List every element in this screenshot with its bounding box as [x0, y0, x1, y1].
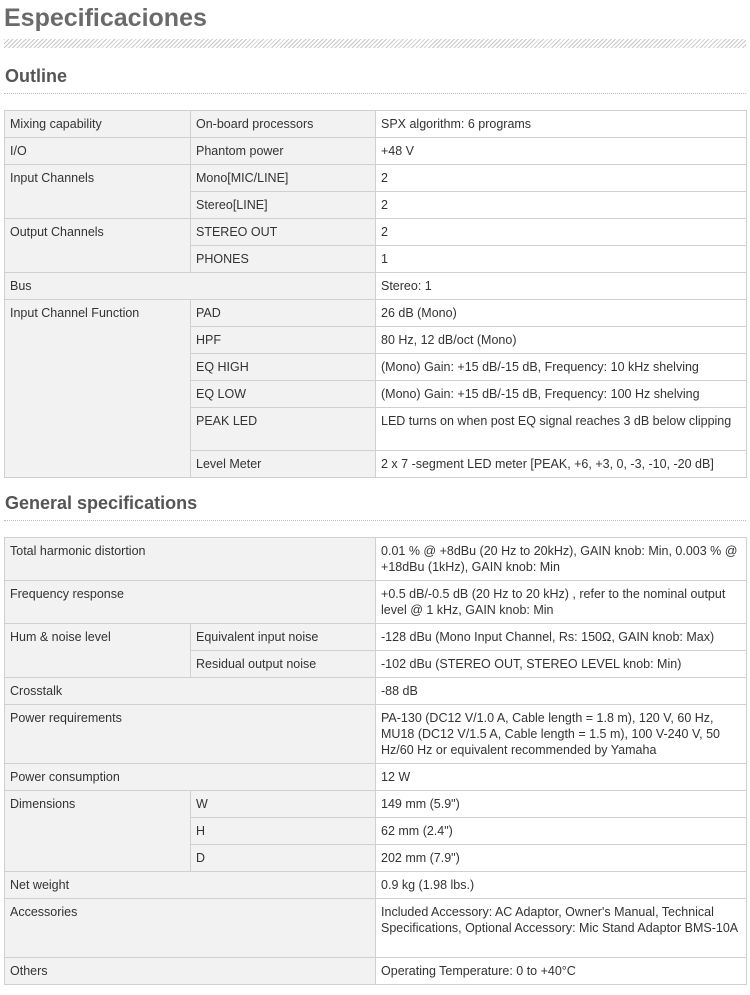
- table-row: [5, 219, 747, 246]
- row-param-label: PHONES: [191, 246, 376, 273]
- row-value: 1: [376, 246, 747, 273]
- row-value: 0.01 % @ +8dBu (20 Hz to 20kHz), GAIN knob: Min, 0.003 % @ +18dBu (1kHz), GAIN knob: Min: [376, 538, 747, 581]
- row-value: 80 Hz, 12 dB/oct (Mono): [376, 327, 747, 354]
- row-param-label: W: [191, 791, 376, 818]
- row-param-label: EQ LOW: [191, 381, 376, 408]
- table-row: [5, 791, 747, 818]
- table-row: [5, 624, 747, 651]
- row-value: 2: [376, 192, 747, 219]
- row-param-label: Mono[MIC/LINE]: [191, 165, 376, 192]
- outline-table: [4, 110, 747, 478]
- row-group-label: Input Channels: [5, 165, 191, 219]
- row-value: 0.9 kg (1.98 lbs.): [376, 872, 747, 899]
- table-row: [5, 138, 747, 165]
- table-row: [5, 764, 747, 791]
- row-group-label: Others: [5, 958, 376, 985]
- row-group-label: I/O: [5, 138, 191, 165]
- row-group-label: Crosstalk: [5, 678, 376, 705]
- row-value: Operating Temperature: 0 to +40°C: [376, 958, 747, 985]
- row-value: 2: [376, 219, 747, 246]
- row-value: PA-130 (DC12 V/1.0 A, Cable length = 1.8 m), 120 V, 60 Hz, MU18 (DC12 V/1.5 A, Cable length = 1.5 m), 100 V-240 V, 50 Hz/60 Hz or equivalent recommended by Yamaha: [376, 705, 747, 764]
- row-param-label: STEREO OUT: [191, 219, 376, 246]
- row-group-label: Mixing capability: [5, 111, 191, 138]
- general-specifications-heading: General specifications: [5, 493, 198, 513]
- table-row: [5, 273, 747, 300]
- row-value: Stereo: 1: [376, 273, 747, 300]
- row-value: (Mono) Gain: +15 dB/-15 dB, Frequency: 100 Hz shelving: [376, 381, 747, 408]
- row-group-label: Power requirements: [5, 705, 376, 764]
- row-value: -128 dBu (Mono Input Channel, Rs: 150Ω, GAIN knob: Max): [376, 624, 747, 651]
- row-value: SPX algorithm: 6 programs: [376, 111, 747, 138]
- row-value: LED turns on when post EQ signal reaches 3 dB below clipping: [376, 408, 747, 451]
- row-param-label: EQ HIGH: [191, 354, 376, 381]
- general-specifications-table: [4, 537, 747, 985]
- row-value: +48 V: [376, 138, 747, 165]
- row-value: 12 W: [376, 764, 747, 791]
- row-value: -102 dBu (STEREO OUT, STEREO LEVEL knob: Min): [376, 651, 747, 678]
- row-param-label: H: [191, 818, 376, 845]
- row-group-label: Power consumption: [5, 764, 376, 791]
- row-value: 62 mm (2.4"): [376, 818, 747, 845]
- row-group-label: Input Channel Function: [5, 300, 191, 478]
- table-row: [5, 111, 747, 138]
- table-row: [5, 300, 747, 327]
- row-group-label: Dimensions: [5, 791, 191, 872]
- row-group-label: Total harmonic distortion: [5, 538, 376, 581]
- row-value: +0.5 dB/-0.5 dB (20 Hz to 20 kHz) , refer to the nominal output level @ 1 kHz, GAIN knob: Min: [376, 581, 747, 624]
- table-row: [5, 958, 747, 985]
- row-param-label: D: [191, 845, 376, 872]
- row-param-label: Stereo[LINE]: [191, 192, 376, 219]
- outline-heading: Outline: [5, 66, 67, 86]
- row-value: (Mono) Gain: +15 dB/-15 dB, Frequency: 10 kHz shelving: [376, 354, 747, 381]
- table-row: [5, 899, 747, 958]
- table-row: [5, 705, 747, 764]
- row-value: 26 dB (Mono): [376, 300, 747, 327]
- general-heading-divider: [4, 520, 746, 521]
- table-row: [5, 678, 747, 705]
- row-value: -88 dB: [376, 678, 747, 705]
- row-param-label: Level Meter: [191, 451, 376, 478]
- row-value: 149 mm (5.9"): [376, 791, 747, 818]
- table-row: [5, 581, 747, 624]
- row-param-label: Phantom power: [191, 138, 376, 165]
- row-group-label: Hum & noise level: [5, 624, 191, 678]
- title-underline-pattern: [4, 39, 746, 48]
- row-group-label: Frequency response: [5, 581, 376, 624]
- outline-heading-divider: [4, 93, 746, 94]
- row-group-label: Bus: [5, 273, 376, 300]
- row-param-label: Equivalent input noise: [191, 624, 376, 651]
- row-value: Included Accessory: AC Adaptor, Owner's Manual, Technical Specifications, Optional Accessory: Mic Stand Adaptor BMS-10A: [376, 899, 747, 958]
- row-group-label: Output Channels: [5, 219, 191, 273]
- page-title: Especificaciones: [4, 4, 207, 32]
- table-row: [5, 872, 747, 899]
- row-value: 2: [376, 165, 747, 192]
- row-param-label: PEAK LED: [191, 408, 376, 451]
- row-param-label: HPF: [191, 327, 376, 354]
- row-param-label: Residual output noise: [191, 651, 376, 678]
- table-row: [5, 165, 747, 192]
- row-group-label: Accessories: [5, 899, 376, 958]
- row-value: 2 x 7 -segment LED meter [PEAK, +6, +3, 0, -3, -10, -20 dB]: [376, 451, 747, 478]
- row-group-label: Net weight: [5, 872, 376, 899]
- row-param-label: PAD: [191, 300, 376, 327]
- table-row: [5, 538, 747, 581]
- row-param-label: On-board processors: [191, 111, 376, 138]
- row-value: 202 mm (7.9"): [376, 845, 747, 872]
